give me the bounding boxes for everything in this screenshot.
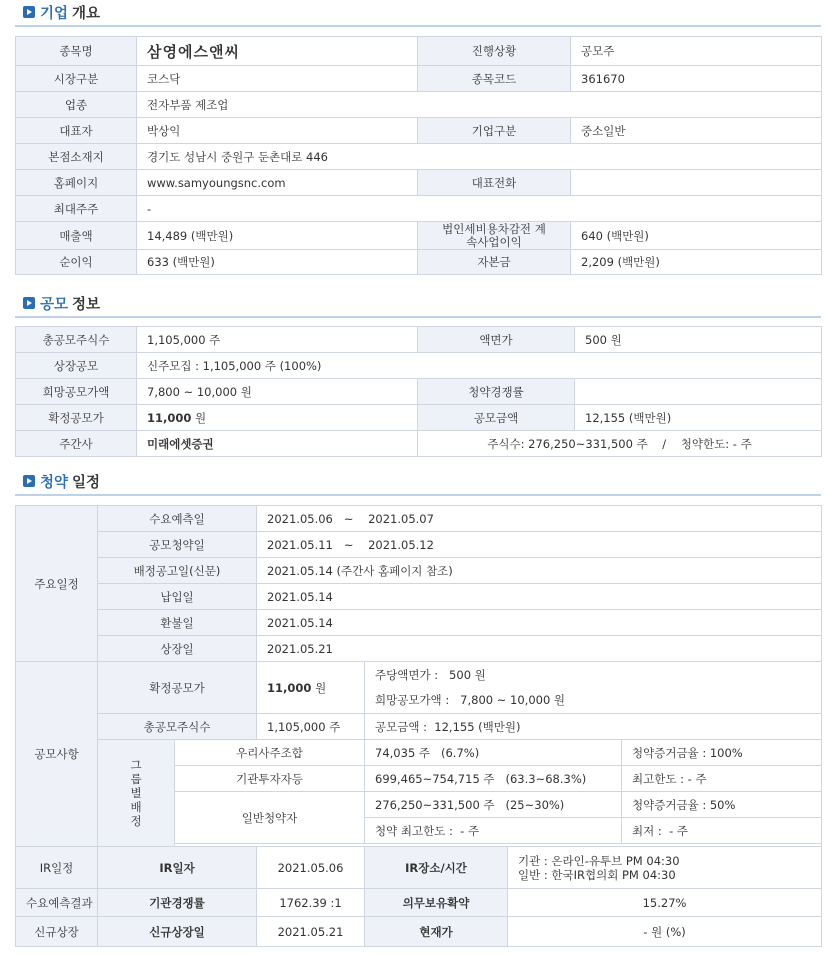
group-name: 기관투자자등 xyxy=(175,766,365,792)
label-inst-comp: 기관경쟁률 xyxy=(98,889,257,917)
section-title-accent: 청약 xyxy=(40,474,69,491)
label-phone: 대표전화 xyxy=(418,170,571,196)
status-value: 공모주 xyxy=(571,37,822,66)
label-total-shares: 총공모주식수 xyxy=(98,714,257,740)
arrow-bullet-icon xyxy=(23,297,35,309)
code-value: 361670 xyxy=(571,66,822,92)
section-title-rest: 일정 xyxy=(72,474,101,491)
label-ir: IR일정 xyxy=(16,847,98,889)
price-value: - 원 (%) xyxy=(508,917,822,947)
label-final: 확정공모가 xyxy=(16,405,137,431)
label-lockup: 의무보유확약 xyxy=(365,889,508,917)
section-title-subscription xyxy=(23,470,100,492)
label-status: 진행상황 xyxy=(418,37,571,66)
company-table xyxy=(15,36,822,275)
schedule-label: 수요예측일 xyxy=(98,506,257,532)
shareholder-value: - xyxy=(137,196,822,222)
label-new-date: 신규상장일 xyxy=(98,917,257,947)
label-par: 액면가 xyxy=(418,327,575,353)
schedule-value: 2021.05.14 xyxy=(257,610,822,636)
label-demand: 수요예측결과 xyxy=(16,889,98,917)
label-total: 총공모주식수 xyxy=(16,327,137,353)
section-title-offering xyxy=(23,292,100,314)
label-shareholder: 최대주주 xyxy=(16,196,137,222)
industry-value: 전자부품 제조업 xyxy=(137,92,822,118)
ir-place-value: 기관 : 온라인-유투브 PM 04:30 일반 : 한국IR협의회 PM 04:30 xyxy=(508,847,822,889)
group-qty2: 청약 최고한도 : - 주 xyxy=(365,818,622,844)
ir-date-value: 2021.05.06 xyxy=(257,847,365,889)
schedule-value: 2021.05.14 (주간사 홈페이지 참조) xyxy=(257,558,822,584)
label-ir-place: IR장소/시간 xyxy=(365,847,508,889)
hope-info: 희망공모가액 : 7,800 ~ 10,000 원 xyxy=(365,688,822,714)
section-divider xyxy=(15,316,821,318)
section-divider xyxy=(15,25,821,27)
section-divider xyxy=(15,494,821,496)
group-name: 일반청약자 xyxy=(175,792,365,844)
label-industry: 업종 xyxy=(16,92,137,118)
lockup-value: 15.27% xyxy=(508,889,822,917)
label-ir-date: IR일자 xyxy=(98,847,257,889)
underwriter-value: 미래에셋증권 xyxy=(137,431,418,457)
group-qty: 74,035 주 (6.7%) xyxy=(365,740,622,766)
ceo-value: 박상익 xyxy=(137,118,418,144)
amount-info: 공모금액 : 12,155 (백만원) xyxy=(365,714,822,740)
market-value: 코스닥 xyxy=(137,66,418,92)
section-title-company xyxy=(23,1,100,23)
capital-value: 2,209 (백만원) xyxy=(571,250,822,275)
label-group-allocation: 그룹별배정 xyxy=(98,740,175,847)
schedule-label: 배정공고일(신문) xyxy=(98,558,257,584)
profit-value: 640 (백만원) xyxy=(571,222,822,250)
label-amount: 공모금액 xyxy=(418,405,575,431)
group-qty: 699,465~754,715 주 (63.3~68.3%) xyxy=(365,766,622,792)
schedule-value: 2021.05.21 xyxy=(257,636,822,662)
label-capital: 자본금 xyxy=(418,250,571,275)
address-value: 경기도 성남시 중원구 둔촌대로 446 xyxy=(137,144,822,170)
label-homepage: 홈페이지 xyxy=(16,170,137,196)
label-offer-details: 공모사항 xyxy=(16,662,98,847)
section-title-accent: 기업 xyxy=(40,5,69,22)
label-code: 종목코드 xyxy=(418,66,571,92)
stock-name: 삼영에스앤씨 xyxy=(137,37,418,66)
label-market: 시장구분 xyxy=(16,66,137,92)
sales-value: 14,489 (백만원) xyxy=(137,222,418,250)
final-value: 11,000 원 xyxy=(137,405,418,431)
group-extra: 최고한도 : - 주 xyxy=(622,766,822,792)
group-name: 우리사주조합 xyxy=(175,740,365,766)
schedule-value: 2021.05.14 xyxy=(257,584,822,610)
section-title-accent: 공모 xyxy=(40,296,69,313)
label-name: 종목명 xyxy=(16,37,137,66)
listing-value: 신주모집 : 1,105,000 주 (100%) xyxy=(137,353,822,379)
label-sales: 매출액 xyxy=(16,222,137,250)
schedule-value: 2021.05.06 ~ 2021.05.07 xyxy=(257,506,822,532)
label-hope: 희망공모가액 xyxy=(16,379,137,405)
schedule-table xyxy=(15,505,822,947)
schedule-label: 상장일 xyxy=(98,636,257,662)
par-info: 주당액면가 : 500 원 xyxy=(365,662,822,688)
label-profit: 법인세비용차감전 계속사업이익 xyxy=(418,222,571,250)
label-price: 현재가 xyxy=(365,917,508,947)
net-value: 633 (백만원) xyxy=(137,250,418,275)
par-value: 500 원 xyxy=(575,327,822,353)
total-shares-value: 1,105,000 주 xyxy=(257,714,365,740)
group-extra: 청약증거금율 : 50% xyxy=(622,792,822,818)
label-type: 기업구분 xyxy=(418,118,571,144)
schedule-label: 납입일 xyxy=(98,584,257,610)
amount-value: 12,155 (백만원) xyxy=(575,405,822,431)
arrow-bullet-icon xyxy=(23,475,35,487)
homepage-link[interactable]: www.samyoungsnc.com xyxy=(137,170,418,196)
group-extra: 청약증거금율 : 100% xyxy=(622,740,822,766)
inst-comp-value: 1762.39 :1 xyxy=(257,889,365,917)
phone-value xyxy=(571,170,822,196)
label-underwriter: 주간사 xyxy=(16,431,137,457)
schedule-label: 공모청약일 xyxy=(98,532,257,558)
label-comp: 청약경쟁률 xyxy=(418,379,575,405)
underwriter-info: 주식수: 276,250~331,500 주 / 청약한도: - 주 xyxy=(418,431,822,457)
comp-value xyxy=(575,379,822,405)
label-new-listing: 신규상장 xyxy=(16,917,98,947)
group-extra2: 최저 : - 주 xyxy=(622,818,822,844)
group-qty: 276,250~331,500 주 (25~30%) xyxy=(365,792,622,818)
arrow-bullet-icon xyxy=(23,6,35,18)
new-date-value: 2021.05.21 xyxy=(257,917,365,947)
final-price-value: 11,000 원 xyxy=(257,662,365,714)
label-address: 본점소재지 xyxy=(16,144,137,170)
label-final-price: 확정공모가 xyxy=(98,662,257,714)
label-ceo: 대표자 xyxy=(16,118,137,144)
type-value: 중소일반 xyxy=(571,118,822,144)
section-title-rest: 개요 xyxy=(72,5,101,22)
label-listing: 상장공모 xyxy=(16,353,137,379)
schedule-label: 환불일 xyxy=(98,610,257,636)
section-title-rest: 정보 xyxy=(72,296,101,313)
label-net: 순이익 xyxy=(16,250,137,275)
hope-value: 7,800 ~ 10,000 원 xyxy=(137,379,418,405)
offering-table xyxy=(15,326,822,457)
schedule-value: 2021.05.11 ~ 2021.05.12 xyxy=(257,532,822,558)
label-main-schedule: 주요일정 xyxy=(16,506,98,662)
total-value: 1,105,000 주 xyxy=(137,327,418,353)
